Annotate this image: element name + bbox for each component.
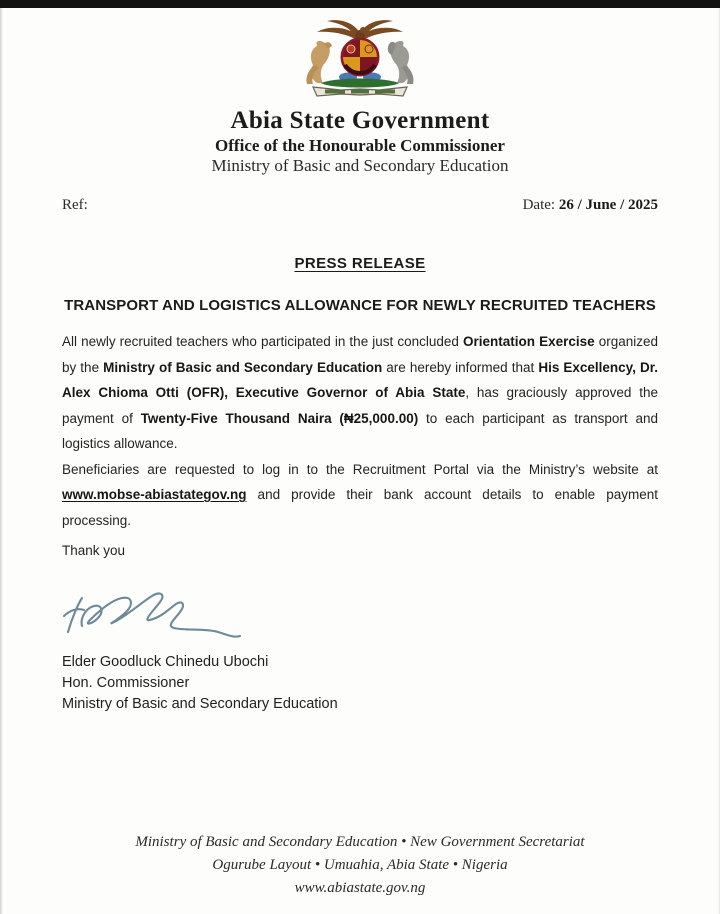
footer-address-line1: Ministry of Basic and Secondary Education • New Government Secretariat <box>135 834 585 850</box>
footer-address-line2: Ogurube Layout • Umuahia, Abia State • Nigeria <box>212 857 508 873</box>
commissioner-signature-icon <box>58 582 248 644</box>
government-title: Abia State Government <box>230 107 490 134</box>
text-run: , has graciously approved the payment of <box>62 385 658 426</box>
crest-container <box>0 13 720 106</box>
ref-label: Ref: <box>62 197 88 213</box>
text-run: All newly recruited teachers who participated in the just concluded <box>62 334 463 349</box>
bold-text-run: Orientation Exercise <box>462 334 595 349</box>
date-field <box>523 197 658 214</box>
press-release-document <box>0 8 720 715</box>
document-footer <box>0 831 720 900</box>
text-run: to each participant as transport and logistics allowance. <box>62 410 658 451</box>
ref-date-row <box>62 197 658 214</box>
bold-text-run: His Excellency, Dr. Alex Chioma Otti (OFR), Executive Governor of Abia State <box>62 359 659 400</box>
signatory-name: Elder Goodluck Chinedu Ubochi <box>62 654 269 670</box>
abia-state-coat-of-arms-icon <box>291 13 429 101</box>
signatory-title: Hon. Commissioner <box>62 675 190 691</box>
scan-top-border <box>0 0 720 8</box>
text-run: Beneficiaries are requested to log in to the Recruitment Portal via the Ministry’s website at <box>62 461 658 477</box>
office-subtitle: Office of the Honourable Commissioner <box>215 136 505 155</box>
letterhead <box>0 107 720 175</box>
signatory-ministry: Ministry of Basic and Secondary Education <box>62 696 338 712</box>
document-title: TRANSPORT AND LOGISTICS ALLOWANCE FOR NEWLY RECRUITED TEACHERS <box>64 297 656 314</box>
bold-text-run: Twenty-Five Thousand Naira (₦25,000.00) <box>140 410 419 426</box>
footer-website: www.abiastate.gov.ng <box>294 880 426 896</box>
date-value: 26 / June / 2025 <box>558 197 658 213</box>
ministry-subtitle: Ministry of Basic and Secondary Education <box>211 156 509 175</box>
closing-line: Thank you <box>62 543 126 558</box>
paragraph-portal <box>62 457 658 534</box>
paragraph-allowance <box>62 329 658 457</box>
text-run: organized by the <box>62 334 658 375</box>
press-release-heading: PRESS RELEASE <box>294 255 426 272</box>
recruitment-portal-link[interactable]: www.mobse-abiastategov.ng <box>62 487 247 502</box>
date-label: Date: <box>522 197 556 213</box>
signatory-block <box>62 652 658 715</box>
text-run: are hereby informed that <box>382 359 539 375</box>
text-run: and provide their bank account details to enable payment processing. <box>62 487 658 528</box>
document-body <box>62 329 658 533</box>
bold-text-run: Ministry of Basic and Secondary Education <box>103 359 383 375</box>
